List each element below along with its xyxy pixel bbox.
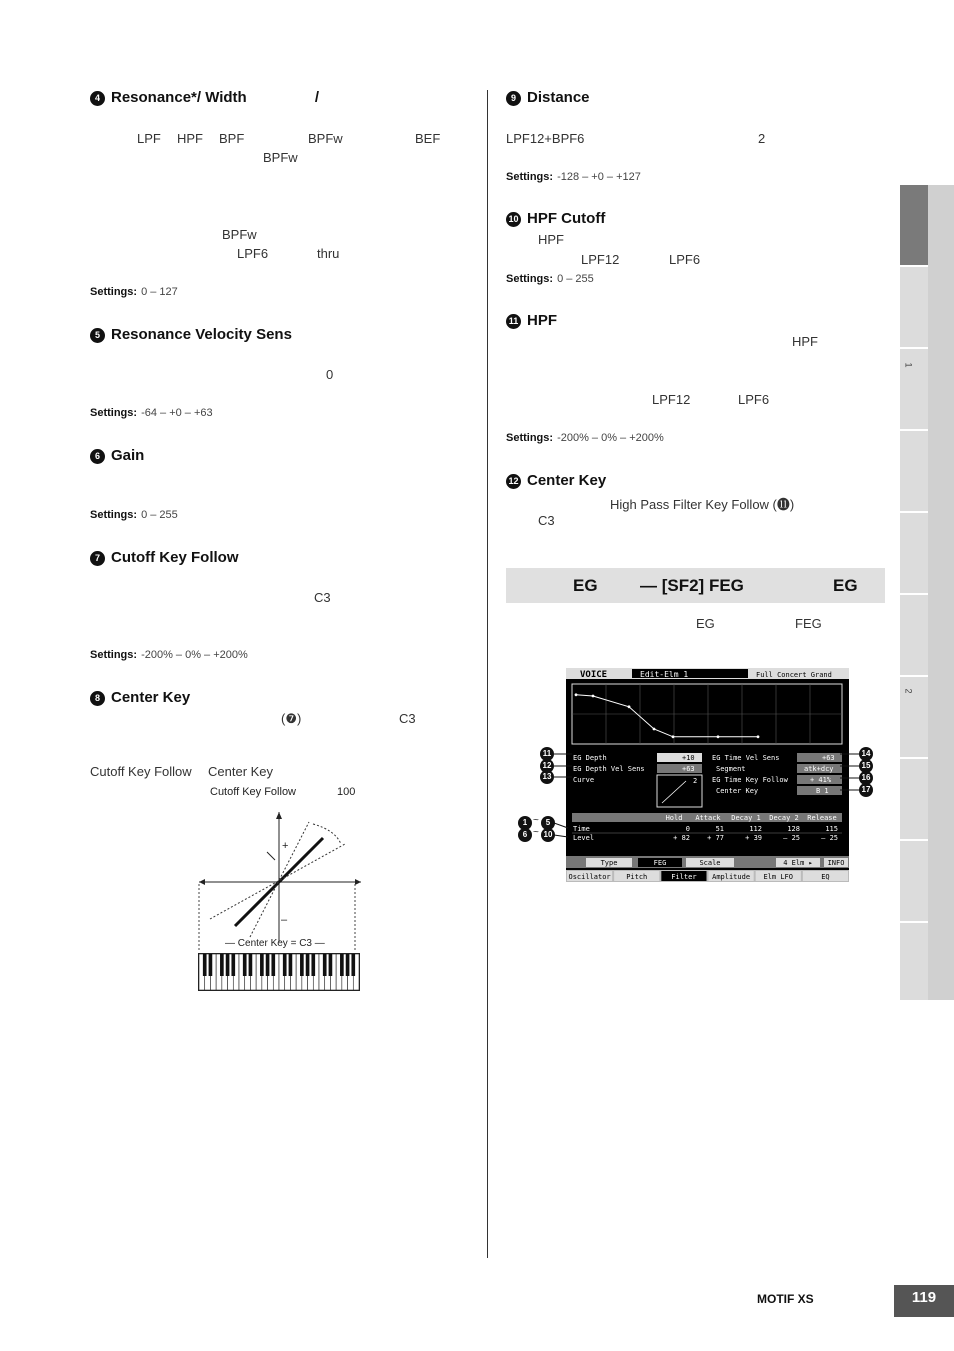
text: BPFw bbox=[222, 227, 257, 242]
black-key bbox=[231, 954, 235, 976]
settings-5: Settings: -64 – +0 – +63 bbox=[90, 407, 213, 419]
product-name: MOTIF XS bbox=[757, 1292, 814, 1306]
lcd-subtab-label: 4 Elm ▸ bbox=[783, 859, 813, 867]
text: BEF bbox=[415, 131, 441, 146]
black-key bbox=[271, 954, 275, 976]
lcd-tab-label: Filter bbox=[671, 873, 697, 881]
figure-value: 100 bbox=[337, 786, 356, 798]
text: LPF12 bbox=[652, 392, 691, 407]
section-number: 12 bbox=[506, 474, 521, 489]
text: HPF bbox=[792, 334, 818, 349]
lcd-voice-name: Full Concert Grand bbox=[756, 671, 832, 679]
column-divider bbox=[487, 90, 488, 1258]
side-tab[interactable] bbox=[900, 841, 928, 923]
black-key bbox=[306, 954, 310, 976]
black-key bbox=[260, 954, 264, 976]
center-key-value[interactable]: B 1 bbox=[816, 787, 829, 795]
text: BPFw bbox=[308, 131, 343, 146]
text: C3 bbox=[538, 513, 555, 528]
table-cell[interactable]: 128 bbox=[787, 825, 800, 833]
side-tab[interactable] bbox=[900, 595, 928, 677]
key-follow-diagram bbox=[195, 802, 365, 952]
section-9-heading: 9 Distance bbox=[506, 89, 590, 106]
black-key bbox=[220, 954, 224, 976]
eg-time-key-follow-value[interactable]: + 41% bbox=[810, 776, 832, 784]
eg-point[interactable] bbox=[653, 728, 656, 731]
keyboard-image bbox=[198, 953, 360, 991]
table-header-cell: Attack bbox=[695, 814, 721, 822]
section-number: 6 bbox=[90, 449, 105, 464]
eg-depth-label: EG Depth bbox=[573, 754, 607, 762]
callout: 6 bbox=[518, 828, 532, 842]
black-key bbox=[323, 954, 327, 976]
center-key-label: — Center Key = C3 — bbox=[225, 938, 325, 949]
side-tab[interactable] bbox=[900, 349, 928, 431]
text: Center Key bbox=[208, 764, 274, 779]
black-key bbox=[346, 954, 350, 976]
black-key bbox=[243, 954, 247, 976]
table-cell[interactable]: 0 bbox=[685, 825, 690, 833]
black-key bbox=[289, 954, 293, 976]
table-cell[interactable]: – 25 bbox=[821, 834, 838, 842]
lcd-mode: VOICE bbox=[580, 670, 608, 680]
section-bar bbox=[506, 568, 885, 603]
eg-depth-vel-label: EG Depth Vel Sens bbox=[573, 765, 645, 773]
black-key bbox=[311, 954, 315, 976]
section-5-heading: 5 Resonance Velocity Sens bbox=[90, 326, 292, 343]
callout: 11 bbox=[540, 747, 554, 761]
minus-label: – bbox=[281, 914, 288, 926]
bar-text: EG bbox=[573, 576, 598, 595]
text: BPFw bbox=[263, 150, 298, 165]
table-cell[interactable]: + 39 bbox=[745, 834, 762, 842]
side-strip bbox=[928, 185, 954, 1000]
plus-label: + bbox=[282, 840, 289, 852]
side-tab[interactable] bbox=[900, 759, 928, 841]
text: C3 bbox=[399, 711, 416, 726]
text: LPF bbox=[137, 131, 161, 146]
black-key bbox=[209, 954, 213, 976]
section-10-heading: 10 HPF Cutoff bbox=[506, 210, 605, 227]
table-cell[interactable]: 115 bbox=[825, 825, 838, 833]
section-number: 4 bbox=[90, 91, 105, 106]
black-key bbox=[203, 954, 207, 976]
figure-label: Cutoff Key Follow bbox=[210, 786, 297, 798]
black-key bbox=[340, 954, 344, 976]
callout-tilde: ~ bbox=[533, 815, 539, 826]
text: HPF bbox=[177, 131, 203, 146]
black-key bbox=[300, 954, 304, 976]
segment-value[interactable]: atk+dcy bbox=[804, 765, 834, 773]
table-cell[interactable]: + 77 bbox=[707, 834, 724, 842]
callout: 16 bbox=[859, 771, 873, 785]
black-key bbox=[226, 954, 230, 976]
text: LPF6 bbox=[738, 392, 770, 407]
time-row-label: Time bbox=[573, 825, 590, 833]
text: 0 bbox=[326, 367, 334, 382]
text: thru bbox=[317, 246, 340, 261]
curve-number[interactable]: 2 bbox=[693, 777, 698, 785]
eg-time-vel-label: EG Time Vel Sens bbox=[712, 754, 780, 762]
side-tab-label: 2 bbox=[903, 688, 914, 694]
level-row-label: Level bbox=[573, 834, 595, 842]
settings-7: Settings: -200% – 0% – +200% bbox=[90, 649, 248, 661]
lcd-tab-label: Elm LFO bbox=[763, 873, 794, 881]
eg-curve-line bbox=[576, 695, 758, 737]
callout: 17 bbox=[859, 783, 873, 797]
eg-depth-vel-value[interactable]: +63 bbox=[682, 765, 695, 773]
text: High Pass Filter Key Follow (⓫) bbox=[610, 497, 795, 512]
text: C3 bbox=[314, 590, 331, 605]
table-cell[interactable]: – 25 bbox=[783, 834, 800, 842]
section-4-heading: 4 Resonance*/ Width / bbox=[90, 89, 319, 106]
section-number: 9 bbox=[506, 91, 521, 106]
section-number: 5 bbox=[90, 328, 105, 343]
lcd-subtab-label: FEG bbox=[653, 859, 667, 867]
side-tab[interactable] bbox=[900, 513, 928, 595]
bar-text: — [SF2] FEG bbox=[640, 576, 744, 595]
eg-point[interactable] bbox=[757, 735, 760, 738]
lcd-subtab-label: Scale bbox=[699, 859, 721, 867]
callout: 10 bbox=[541, 828, 555, 842]
side-tab[interactable] bbox=[900, 923, 928, 1002]
callout: 12 bbox=[540, 759, 554, 773]
callout: 5 bbox=[541, 816, 555, 830]
text: LPF6 bbox=[237, 246, 269, 261]
black-key bbox=[329, 954, 333, 976]
bar-text: EG bbox=[833, 576, 858, 595]
section-6-heading: 6 Gain bbox=[90, 447, 144, 464]
eg-time-key-follow-label: EG Time Key Follow bbox=[712, 776, 788, 784]
table-header-cell: Decay 2 bbox=[769, 814, 799, 822]
lcd-edit: Edit-Elm 1 bbox=[640, 670, 689, 679]
curve-label: Curve bbox=[573, 776, 595, 784]
text: EG bbox=[696, 616, 715, 631]
section-number: 7 bbox=[90, 551, 105, 566]
text: LPF12 bbox=[581, 252, 620, 267]
side-tab[interactable] bbox=[900, 267, 928, 349]
callout-tilde: ~ bbox=[533, 827, 539, 838]
eg-point[interactable] bbox=[672, 735, 675, 738]
lcd-tab-label: Oscillator bbox=[568, 873, 611, 881]
text: (❼) bbox=[281, 711, 302, 726]
text: Cutoff Key Follow bbox=[90, 764, 192, 779]
section-8-heading: 8 Center Key bbox=[90, 689, 190, 706]
eg-point[interactable] bbox=[575, 693, 578, 696]
table-cell[interactable]: + 82 bbox=[673, 834, 690, 842]
section-number: 11 bbox=[506, 314, 521, 329]
black-key bbox=[283, 954, 287, 976]
section-11-heading: 11 HPF bbox=[506, 312, 557, 329]
eg-point[interactable] bbox=[628, 705, 631, 708]
text: LPF12+BPF6 bbox=[506, 131, 585, 146]
callout: 14 bbox=[859, 747, 873, 761]
page-number: 119 bbox=[894, 1285, 954, 1317]
table-cell[interactable]: 51 bbox=[715, 825, 724, 833]
text: BPF bbox=[219, 131, 245, 146]
table-header-cell: Hold bbox=[665, 814, 683, 822]
black-key bbox=[249, 954, 253, 976]
callout-lines bbox=[554, 750, 874, 850]
section-12-heading: 12 Center Key bbox=[506, 472, 606, 489]
table-header-cell: Decay 1 bbox=[731, 814, 761, 822]
table-header-cell: Release bbox=[807, 814, 837, 822]
center-key-label: Center Key bbox=[716, 787, 759, 795]
lcd-subtab-label: INFO bbox=[827, 859, 845, 867]
lcd-subtab-label: Type bbox=[600, 859, 618, 867]
key-follow-figure bbox=[195, 782, 365, 994]
settings-11: Settings: -200% – 0% – +200% bbox=[506, 432, 664, 444]
black-key bbox=[266, 954, 270, 976]
callout: 13 bbox=[540, 770, 554, 784]
settings-10: Settings: 0 – 255 bbox=[506, 273, 594, 285]
text: HPF bbox=[538, 232, 564, 247]
section-7-heading: 7 Cutoff Key Follow bbox=[90, 549, 239, 566]
text: LPF6 bbox=[669, 252, 701, 267]
table-cell[interactable]: 112 bbox=[749, 825, 762, 833]
lcd-tab-label: Amplitude bbox=[712, 873, 751, 881]
lcd-tab-label: EQ bbox=[821, 873, 830, 881]
eg-depth-value[interactable]: +10 bbox=[682, 754, 695, 762]
eg-time-vel-value[interactable]: +63 bbox=[822, 754, 835, 762]
settings-6: Settings: 0 – 255 bbox=[90, 509, 178, 521]
eg-point[interactable] bbox=[592, 695, 595, 698]
side-tab[interactable] bbox=[900, 431, 928, 513]
section-number: 10 bbox=[506, 212, 521, 227]
eg-point[interactable] bbox=[717, 735, 720, 738]
black-key bbox=[351, 954, 355, 976]
callout: 15 bbox=[859, 759, 873, 773]
side-tab[interactable] bbox=[900, 185, 928, 267]
section-number: 8 bbox=[90, 691, 105, 706]
callout: 1 bbox=[518, 816, 532, 830]
text: FEG bbox=[795, 616, 822, 631]
settings-9: Settings: -128 – +0 – +127 bbox=[506, 171, 641, 183]
text: 2 bbox=[758, 131, 766, 146]
settings-4: Settings: 0 – 127 bbox=[90, 286, 178, 298]
lcd-tab-label: Pitch bbox=[626, 873, 648, 881]
segment-label: Segment bbox=[716, 765, 746, 773]
side-tab-label: 1 bbox=[903, 362, 914, 368]
